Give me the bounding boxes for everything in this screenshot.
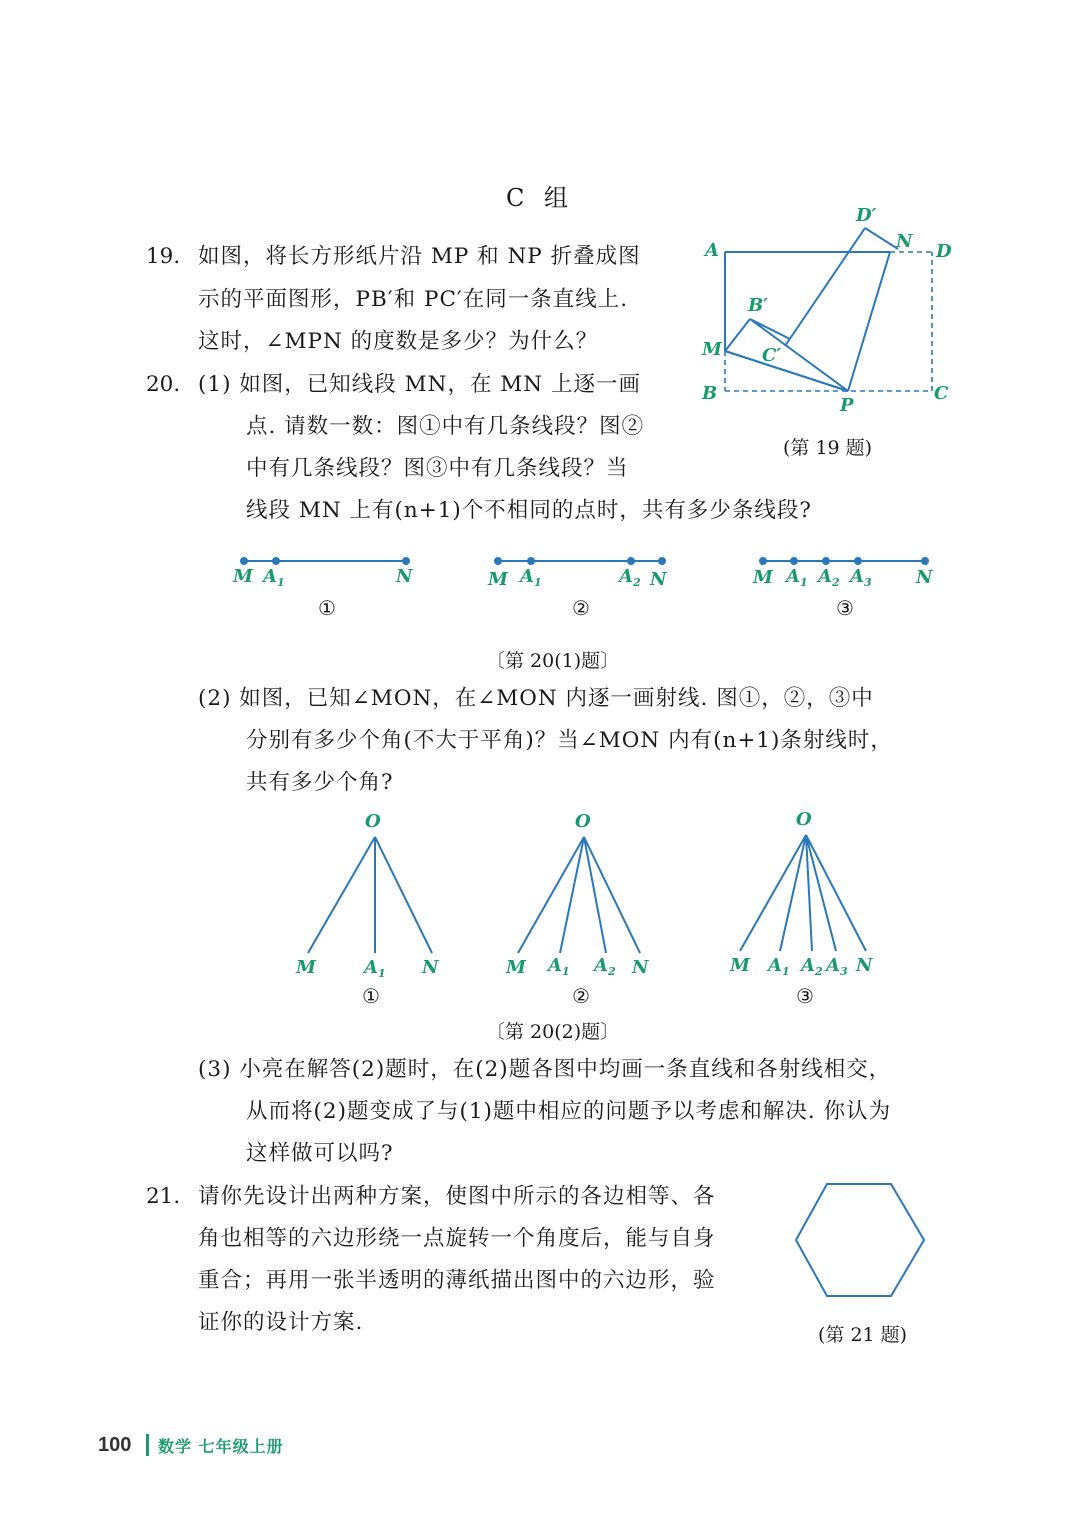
ang2-figure-number: ② — [572, 984, 590, 1008]
q19-line-1: 如图，将长方形纸片沿 MP 和 NP 折叠成图 — [198, 244, 641, 269]
seg1-figure-number: ① — [318, 596, 336, 620]
ang1-label-N: N — [422, 957, 439, 978]
q19-line-2: 示的平面图形，PB′和 PC′在同一条直线上. — [198, 287, 629, 312]
seg3-point-A1 — [791, 558, 797, 564]
ang2-ray-N — [584, 837, 640, 953]
q19-label-Cp: C′ — [762, 345, 782, 366]
q20-p1-line-4: 线段 MN 上有(n+1)个不相同的点时，共有多少条线段? — [246, 498, 812, 523]
ang2-ray-A1 — [560, 837, 584, 953]
seg1-point-M — [241, 558, 247, 564]
seg1-point-A1 — [273, 558, 279, 564]
ang1-label-O: O — [365, 811, 381, 832]
ang3-ray-M — [740, 835, 806, 951]
seg3-point-A3 — [855, 558, 861, 564]
q19-figure — [690, 195, 970, 425]
seg2-point-A1 — [528, 558, 534, 564]
footer-divider — [146, 1434, 149, 1456]
ang3-label-N: N — [856, 955, 873, 976]
q19-line-3: 这时，∠MPN 的度数是多少？为什么？ — [198, 329, 599, 354]
ang3-label-A2: A — [801, 955, 815, 976]
ang3-ray-N — [806, 835, 866, 951]
q19-label-Bp: B′ — [748, 295, 768, 316]
q21-line-4: 证你的设计方案. — [198, 1310, 364, 1335]
ang1-label-A1-sub: 1 — [378, 967, 386, 980]
seg2-point-M — [495, 558, 501, 564]
seg3-point-M — [760, 558, 766, 564]
seg3-label-A2-sub: 2 — [832, 576, 840, 589]
seg3-label-A2: A — [818, 566, 832, 587]
seg2-label-A2: A — [619, 566, 633, 587]
q20-p1-line-1: (1) 如图，已知线段 MN，在 MN 上逐一画 — [198, 372, 641, 397]
ang2-label-M: M — [506, 957, 526, 978]
q21-hexagon-figure — [790, 1180, 930, 1304]
q19-edge-BC — [750, 319, 790, 339]
seg1-point-N — [403, 558, 409, 564]
seg1-label-M: M — [233, 566, 253, 587]
q19-edge-DN — [865, 228, 898, 249]
ang3-label-A3-sub: 3 — [840, 965, 848, 978]
seg3-label-A1-sub: 1 — [800, 576, 808, 589]
q19-caption: (第 19 题) — [783, 437, 873, 459]
q21-line-3: 重合；再用一张半透明的薄纸描出图中的六边形，验 — [198, 1268, 716, 1293]
q19-edge-MP2 — [725, 351, 848, 391]
seg3-label-A3-sub: 3 — [864, 576, 872, 589]
q20-1-caption: 〔第 20(1)题〕 — [486, 650, 620, 672]
seg2-label-N: N — [650, 569, 667, 590]
q19-edge-PD — [785, 228, 865, 346]
q19-label-P: P — [840, 395, 854, 416]
seg3-label-M: M — [753, 567, 773, 588]
seg2-figure-number: ② — [572, 596, 590, 620]
q20-p3-line-2: 从而将(2)题变成了与(1)题中相应的问题予以考虑和解决. 你认为 — [246, 1099, 892, 1124]
ang2-label-N: N — [632, 957, 649, 978]
ang1-label-A1: A — [364, 957, 378, 978]
q21-line-1: 请你先设计出两种方案，使图中所示的各边相等、各 — [198, 1184, 716, 1209]
q21-caption: (第 21 题) — [818, 1324, 908, 1346]
seg2-point-N — [659, 558, 665, 564]
ang2-label-O: O — [575, 811, 591, 832]
q20-p3-line-3: 这样做可以吗? — [246, 1141, 394, 1166]
ang2-ray-M — [518, 837, 584, 953]
seg1-label-N: N — [396, 566, 413, 587]
q20-p1-line-2: 点. 请数一数：图①中有几条线段？图② — [246, 414, 645, 439]
seg2-label-A2-sub: 2 — [633, 576, 641, 589]
ang3-label-M: M — [730, 955, 750, 976]
q19-label-D: D — [936, 241, 952, 262]
seg3-point-A2 — [823, 558, 829, 564]
ang1-ray-M — [308, 837, 375, 953]
seg2-label-M: M — [488, 569, 508, 590]
ang1-figure-number: ① — [362, 984, 380, 1008]
q20-number: 20. — [146, 372, 181, 397]
seg3-label-N: N — [916, 567, 933, 588]
q20-2-caption: 〔第 20(2)题〕 — [486, 1021, 620, 1043]
book-title: 数学 七年级上册 — [158, 1437, 284, 1456]
q21-line-2: 角也相等的六边形绕一点旋转一个角度后，能与自身 — [198, 1226, 716, 1251]
seg1-label-A: A — [263, 566, 277, 587]
seg2-label-A1-sub: 1 — [534, 576, 542, 589]
q19-label-M: M — [702, 339, 722, 360]
seg3-point-N — [922, 558, 928, 564]
ang3-label-O: O — [796, 809, 812, 830]
ang3-ray-A1 — [780, 835, 806, 951]
q19-label-B: B — [702, 383, 718, 404]
q20-p3-line-1: (3) 小亮在解答(2)题时，在(2)题各图中均画一条直线和各射线相交， — [198, 1057, 892, 1082]
seg3-figure-number: ③ — [836, 596, 854, 620]
q19-edge-MB — [725, 319, 750, 351]
ang3-label-A1-sub: 1 — [782, 965, 790, 978]
q20-p2-line-2: 分别有多少个角(不大于平角)？当∠MON 内有(n+1)条射线时， — [246, 728, 893, 753]
page-number: 100 — [98, 1434, 132, 1456]
q19-label-Dp: D′ — [856, 205, 877, 226]
ang2-label-A1: A — [548, 955, 562, 976]
q19-label-A: A — [705, 240, 719, 261]
q19-edge-NP — [848, 252, 890, 391]
ang2-label-A2: A — [594, 955, 608, 976]
ang3-figure-number: ③ — [796, 984, 814, 1008]
q20-p1-line-3: 中有几条线段？图③中有几条线段？当 — [246, 456, 629, 481]
ang2-ray-A2 — [584, 837, 606, 953]
regular-hexagon — [796, 1184, 924, 1296]
ang2-label-A2-sub: 2 — [608, 965, 616, 978]
section-title: C 组 — [506, 184, 574, 212]
ang2-label-A1-sub: 1 — [562, 965, 570, 978]
q21-number: 21. — [146, 1184, 181, 1209]
ang1-label-M: M — [296, 957, 316, 978]
seg2-point-A2 — [628, 558, 634, 564]
q20-p2-line-3: 共有多少个角? — [246, 770, 394, 795]
seg3-label-A1: A — [786, 566, 800, 587]
q20-p2-line-1: (2) 如图，已知∠MON，在∠MON 内逐一画射线. 图①，②，③中 — [198, 686, 874, 711]
q20-2-figure — [280, 805, 900, 1015]
ang1-ray-N — [375, 837, 432, 953]
seg2-label-A1: A — [520, 566, 534, 587]
q19-label-N: N — [896, 231, 913, 252]
seg3-label-A3: A — [850, 566, 864, 587]
q20-1-figure — [220, 545, 960, 625]
q19-number: 19. — [146, 244, 181, 269]
q19-label-C: C — [934, 383, 949, 404]
ang3-label-A2-sub: 2 — [815, 965, 823, 978]
ang3-label-A3: A — [826, 955, 840, 976]
seg1-label-A-sub: 1 — [277, 576, 285, 589]
ang3-label-A1: A — [768, 955, 782, 976]
